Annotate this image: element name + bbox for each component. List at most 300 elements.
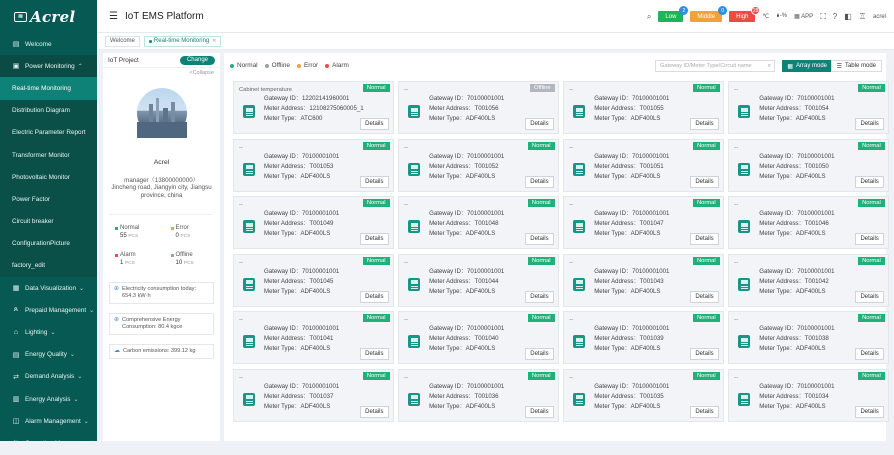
sidebar-item[interactable] bbox=[0, 233, 97, 255]
sidebar-item[interactable] bbox=[0, 410, 97, 432]
status-badge: Normal bbox=[363, 142, 390, 150]
card-info bbox=[594, 382, 669, 413]
device-card[interactable] bbox=[398, 311, 559, 364]
sidebar-item-label: Welcome bbox=[25, 40, 52, 48]
device-card[interactable] bbox=[398, 369, 559, 422]
meter-device-icon bbox=[573, 278, 585, 291]
sidebar-item[interactable] bbox=[0, 100, 97, 122]
gateway-id-value: 70100001001 bbox=[632, 267, 670, 275]
gateway-id-label: Gateway ID： bbox=[759, 210, 798, 217]
gateway-id-label: Gateway ID： bbox=[759, 382, 798, 390]
stat-label-text: Error bbox=[175, 225, 189, 231]
meter-type-label: Meter Type： bbox=[264, 345, 301, 353]
meter-type bbox=[264, 402, 339, 412]
details-button[interactable]: Details bbox=[525, 176, 553, 188]
device-card[interactable] bbox=[728, 81, 889, 134]
meter-type bbox=[264, 172, 339, 182]
project-address: Jincheng road, Jiangyin city, Jiangsu province, china bbox=[111, 184, 212, 199]
meter-type-value: ADF400LS bbox=[465, 345, 496, 353]
gateway-id-label: Gateway ID： bbox=[429, 267, 468, 275]
main-content bbox=[224, 53, 886, 441]
device-card[interactable] bbox=[398, 139, 559, 192]
device-card[interactable] bbox=[728, 196, 889, 249]
details-button[interactable]: Details bbox=[855, 233, 883, 245]
sidebar-item-label: Demand Analysis bbox=[25, 373, 75, 381]
gateway-id-label: Gateway ID： bbox=[264, 267, 302, 275]
meter-address bbox=[759, 219, 834, 229]
card-title: -- bbox=[239, 144, 243, 151]
card-info bbox=[759, 324, 834, 355]
details-button[interactable]: Details bbox=[525, 348, 553, 360]
energy-text: Comprehensive Energy Consumption: 80.4 kgce bbox=[122, 317, 183, 330]
meter-address-value: T001051 bbox=[639, 162, 664, 170]
sidebar-item-label: Distribution Diagram bbox=[12, 107, 70, 115]
meter-address-label: Meter Address： bbox=[594, 162, 640, 170]
device-card[interactable] bbox=[233, 369, 394, 422]
details-button[interactable]: Details bbox=[690, 233, 718, 245]
device-card[interactable] bbox=[233, 139, 394, 192]
search-placeholder: Gateway ID/Meter Type/Circuit name bbox=[660, 63, 752, 69]
stat-value bbox=[115, 260, 163, 266]
change-project-button[interactable]: Change bbox=[180, 56, 215, 65]
gateway-id-value: 70100001001 bbox=[797, 382, 835, 390]
meter-type-label: Meter Type： bbox=[594, 345, 631, 353]
meter-address-label: Meter Address： bbox=[264, 162, 310, 170]
low-alarm-badge[interactable] bbox=[658, 7, 686, 22]
device-card[interactable] bbox=[728, 311, 889, 364]
meter-address bbox=[759, 334, 834, 344]
sidebar-item[interactable] bbox=[0, 144, 97, 166]
meter-address bbox=[264, 392, 339, 402]
meter-address-label: Meter Address： bbox=[759, 277, 805, 285]
gateway-id bbox=[594, 382, 669, 392]
electricity-box bbox=[109, 282, 214, 304]
details-button[interactable]: Details bbox=[855, 348, 883, 360]
sidebar-item[interactable] bbox=[0, 255, 97, 277]
device-card[interactable] bbox=[398, 254, 559, 307]
skin-icon[interactable]: ◧ bbox=[844, 12, 852, 21]
sidebar-item-label: Prepaid Management bbox=[25, 306, 87, 314]
meter-address-value: T001044 bbox=[474, 277, 499, 285]
energy-icon: ⊕ bbox=[114, 317, 120, 323]
card-info bbox=[759, 382, 834, 413]
meter-type bbox=[759, 402, 834, 412]
device-card[interactable] bbox=[398, 196, 559, 249]
card-title: -- bbox=[404, 87, 408, 93]
middle-alarm-label: Middle bbox=[697, 13, 716, 20]
sidebar-item[interactable] bbox=[0, 166, 97, 188]
device-card[interactable] bbox=[563, 81, 724, 134]
sidebar-item[interactable] bbox=[0, 122, 97, 144]
meter-address-label: Meter Address： bbox=[594, 335, 640, 343]
details-button[interactable]: Details bbox=[855, 291, 883, 303]
legend-item bbox=[297, 62, 318, 69]
meter-address-value: T001048 bbox=[474, 220, 499, 228]
meter-type bbox=[759, 114, 834, 124]
qr-icon: ▦ bbox=[794, 14, 800, 20]
search-input[interactable] bbox=[655, 60, 775, 72]
device-card[interactable] bbox=[563, 254, 724, 307]
card-info bbox=[594, 267, 669, 298]
gateway-id-value: 70100001001 bbox=[632, 325, 670, 332]
logo[interactable] bbox=[0, 0, 97, 33]
shirt-icon[interactable]: ♖ bbox=[858, 12, 866, 21]
device-card[interactable] bbox=[233, 254, 394, 307]
sidebar-item-icon: ↯ bbox=[13, 440, 19, 448]
card-info bbox=[264, 152, 339, 183]
gateway-id bbox=[594, 324, 669, 334]
meter-type-value: ADF400LS bbox=[300, 345, 331, 353]
meter-type-value: ADF400LS bbox=[795, 402, 826, 410]
gateway-id-value: 70100001001 bbox=[467, 325, 505, 332]
meter-device-icon bbox=[573, 163, 585, 176]
details-button[interactable]: Details bbox=[690, 118, 718, 130]
meter-address-value: T001040 bbox=[474, 335, 499, 343]
gateway-id-value: 70100001001 bbox=[467, 267, 505, 275]
device-card[interactable] bbox=[563, 139, 724, 192]
details-button[interactable]: Details bbox=[525, 233, 553, 245]
meter-device-icon bbox=[738, 335, 750, 348]
gateway-id-value: 70100001001 bbox=[632, 210, 670, 217]
carbon-box bbox=[109, 344, 214, 359]
meter-address bbox=[429, 277, 504, 287]
meter-type-value: ADF400LS bbox=[300, 172, 331, 180]
stat-value bbox=[171, 233, 211, 239]
meter-type-label: Meter Type： bbox=[264, 172, 301, 180]
sidebar-item-label: Transformer Monitor bbox=[12, 151, 70, 159]
device-card[interactable] bbox=[728, 369, 889, 422]
project-photo bbox=[137, 88, 187, 138]
sidebar-item[interactable] bbox=[0, 33, 97, 55]
menu-toggle-icon[interactable]: ☰ bbox=[109, 10, 118, 22]
gateway-id-label: Gateway ID： bbox=[759, 152, 798, 160]
gateway-id-value: 70100001001 bbox=[797, 325, 835, 332]
card-info bbox=[429, 267, 504, 298]
meter-device-icon bbox=[738, 278, 750, 291]
stat-label bbox=[171, 252, 211, 258]
array-mode-button[interactable] bbox=[782, 60, 832, 72]
user-name[interactable]: acrel bbox=[872, 13, 886, 20]
device-card[interactable] bbox=[233, 81, 394, 134]
card-title: -- bbox=[569, 144, 574, 151]
sidebar-item[interactable] bbox=[0, 299, 97, 321]
meter-address-label: Meter Address： bbox=[759, 392, 805, 400]
gateway-id-label: Gateway ID： bbox=[264, 325, 302, 332]
meter-type-label: Meter Type： bbox=[429, 345, 466, 353]
tab-realtime-monitoring[interactable] bbox=[144, 36, 222, 47]
meter-device-icon bbox=[738, 105, 750, 118]
meter-type-value: ADF400LS bbox=[465, 230, 496, 238]
card-title: -- bbox=[569, 374, 574, 381]
sidebar-item[interactable] bbox=[0, 344, 97, 366]
details-button[interactable]: Details bbox=[855, 118, 883, 130]
sidebar-item[interactable] bbox=[0, 321, 97, 343]
sidebar-item-label: Data Visualization bbox=[25, 284, 77, 292]
header-tools bbox=[647, 0, 886, 33]
device-card[interactable] bbox=[233, 311, 394, 364]
legend-label: Offline bbox=[271, 62, 290, 69]
meter-device-icon bbox=[243, 393, 255, 406]
meter-address-label: Meter Address： bbox=[594, 105, 640, 113]
details-button[interactable]: Details bbox=[360, 291, 388, 303]
meter-device-icon bbox=[738, 163, 750, 176]
humidity-value: -% bbox=[779, 13, 788, 19]
status-badge: Normal bbox=[528, 372, 555, 380]
device-card[interactable] bbox=[563, 196, 724, 249]
meter-address-label: Meter Address： bbox=[759, 220, 805, 228]
meter-address-label: Meter Address： bbox=[429, 392, 475, 400]
sidebar-item-label: Power Factor bbox=[12, 195, 51, 203]
details-button[interactable]: Details bbox=[360, 348, 388, 360]
meter-device-icon bbox=[573, 220, 585, 233]
card-info bbox=[429, 94, 504, 125]
status-badge: Normal bbox=[858, 142, 885, 150]
meter-address-value: T001053 bbox=[309, 162, 334, 170]
stat-label bbox=[115, 252, 163, 258]
stat-label-text: Offline bbox=[175, 252, 193, 258]
card-info bbox=[594, 152, 669, 183]
stat-label bbox=[171, 225, 211, 231]
gateway-id bbox=[429, 94, 504, 104]
energy-box bbox=[109, 313, 214, 335]
sidebar-item[interactable] bbox=[0, 366, 97, 388]
meter-type bbox=[429, 114, 504, 124]
sidebar-item-label: ConfigurationPicture bbox=[12, 240, 70, 248]
humidity-readout bbox=[776, 13, 787, 20]
meter-device-icon bbox=[573, 105, 585, 118]
meter-type-label: Meter Type： bbox=[429, 115, 466, 123]
meter-type bbox=[759, 172, 834, 182]
device-card[interactable] bbox=[233, 196, 394, 249]
gateway-id bbox=[429, 324, 504, 334]
meter-address-value: T001043 bbox=[639, 277, 664, 285]
app-label: APP bbox=[801, 14, 814, 20]
gateway-id bbox=[429, 267, 504, 277]
sidebar-item[interactable] bbox=[0, 55, 97, 77]
status-badge: Offline bbox=[530, 84, 555, 92]
gateway-id-value: 70100001001 bbox=[632, 152, 670, 160]
gateway-id bbox=[429, 382, 504, 392]
meter-address-label: Meter Address： bbox=[429, 335, 475, 343]
sidebar-item[interactable] bbox=[0, 77, 97, 99]
card-info bbox=[429, 382, 504, 413]
meter-address-value: T001034 bbox=[804, 392, 829, 400]
meter-type-value: ADF400LS bbox=[795, 172, 826, 180]
sidebar-item[interactable] bbox=[0, 211, 97, 233]
stat-value-number: 55 bbox=[120, 233, 127, 239]
details-button[interactable]: Details bbox=[690, 348, 718, 360]
meter-type bbox=[264, 344, 339, 354]
low-alarm-count: 2 bbox=[679, 6, 688, 15]
gateway-id-label: Gateway ID： bbox=[594, 267, 633, 275]
chevron-icon: ⌄ bbox=[83, 418, 89, 425]
meter-address bbox=[759, 277, 834, 287]
card-title: -- bbox=[239, 374, 243, 381]
meter-type-label: Meter Type： bbox=[759, 230, 796, 238]
meter-device-icon bbox=[573, 335, 585, 348]
gateway-id-label: Gateway ID： bbox=[594, 152, 633, 160]
status-badge: Normal bbox=[528, 257, 555, 265]
app-link[interactable] bbox=[794, 13, 813, 20]
close-icon[interactable]: ✕ bbox=[212, 38, 217, 44]
sidebar-item[interactable] bbox=[0, 432, 97, 454]
gateway-id bbox=[264, 94, 364, 104]
meter-type-label: Meter Type： bbox=[429, 172, 466, 180]
gateway-id bbox=[594, 152, 669, 162]
meter-type-value: ADF400LS bbox=[795, 115, 826, 123]
gateway-id-label: Gateway ID： bbox=[264, 210, 302, 217]
status-badge: Normal bbox=[858, 84, 885, 92]
table-mode-button[interactable] bbox=[831, 60, 882, 72]
meter-address bbox=[264, 334, 339, 344]
meter-address-label: Meter Address： bbox=[759, 162, 805, 170]
device-card[interactable] bbox=[563, 311, 724, 364]
details-button[interactable]: Details bbox=[525, 406, 553, 418]
gateway-id-label: Gateway ID： bbox=[264, 382, 302, 390]
gateway-id-value: 70100001001 bbox=[301, 210, 340, 217]
meter-device-icon bbox=[573, 393, 585, 406]
meter-address bbox=[429, 104, 504, 114]
meter-type-value: ADF400LS bbox=[300, 402, 331, 410]
tab-realtime-label: Real-time Monitoring bbox=[153, 38, 210, 44]
meter-address-label: Meter Address： bbox=[594, 392, 640, 400]
legend-item bbox=[230, 62, 258, 69]
sidebar-item[interactable] bbox=[0, 277, 97, 299]
device-card[interactable] bbox=[398, 81, 559, 134]
meter-address-value: T001054 bbox=[804, 105, 829, 113]
search-icon[interactable]: ⌕ bbox=[767, 62, 771, 69]
meter-address-value: T001035 bbox=[639, 392, 664, 400]
stat-item bbox=[163, 225, 211, 239]
array-mode-label: Array mode bbox=[795, 63, 827, 69]
details-button[interactable]: Details bbox=[855, 406, 883, 418]
device-card-grid bbox=[233, 81, 884, 422]
details-button[interactable]: Details bbox=[690, 406, 718, 418]
status-badge: Normal bbox=[858, 314, 885, 322]
meter-address-value: T001045 bbox=[309, 277, 334, 285]
meter-type bbox=[264, 114, 364, 124]
gateway-id bbox=[264, 267, 339, 277]
gateway-id-label: Gateway ID： bbox=[429, 152, 468, 160]
sidebar-item-icon: ⇄ bbox=[13, 373, 19, 381]
stat-label-text: Normal bbox=[120, 225, 140, 231]
gateway-id bbox=[264, 382, 339, 392]
gateway-id-value: 70100001001 bbox=[467, 210, 505, 217]
high-alarm-badge[interactable] bbox=[729, 7, 759, 22]
details-button[interactable]: Details bbox=[360, 406, 388, 418]
gateway-id bbox=[594, 209, 669, 219]
meter-type-label: Meter Type： bbox=[429, 287, 466, 295]
card-info bbox=[429, 152, 504, 183]
card-info bbox=[429, 209, 504, 240]
collapse-link[interactable]: <Collapse bbox=[189, 70, 214, 76]
high-alarm-count: 28 bbox=[752, 7, 759, 14]
meter-type-label: Meter Type： bbox=[594, 230, 631, 238]
device-card[interactable] bbox=[728, 254, 889, 307]
project-manager: manager（13800000000） bbox=[124, 177, 199, 184]
stat-unit: PCS bbox=[183, 261, 194, 266]
chevron-icon: ⌄ bbox=[69, 352, 75, 359]
sidebar-item[interactable] bbox=[0, 388, 97, 410]
legend-dot-icon bbox=[230, 64, 234, 68]
meter-device-icon bbox=[243, 105, 255, 118]
chevron-icon: ⌄ bbox=[79, 285, 85, 292]
card-title: -- bbox=[404, 374, 408, 381]
details-button[interactable]: Details bbox=[360, 118, 388, 130]
sidebar-item-label: Electric Parameter Report bbox=[12, 129, 86, 137]
card-info bbox=[594, 209, 669, 240]
status-badge: Normal bbox=[363, 314, 390, 322]
meter-address-value: T001041 bbox=[309, 335, 334, 343]
details-button[interactable]: Details bbox=[360, 176, 388, 188]
meter-address bbox=[429, 392, 504, 402]
status-badge: Normal bbox=[693, 199, 720, 207]
meter-type-value: ADF400LS bbox=[795, 287, 826, 295]
meter-address-label: Meter Address： bbox=[429, 220, 475, 228]
meter-device-icon bbox=[243, 220, 255, 233]
details-button[interactable]: Details bbox=[525, 118, 553, 130]
sidebar-item[interactable] bbox=[0, 188, 97, 210]
meter-device-icon bbox=[243, 335, 255, 348]
details-button[interactable]: Details bbox=[690, 291, 718, 303]
card-info bbox=[759, 152, 834, 183]
table-mode-label: Table mode bbox=[844, 63, 876, 69]
gateway-id-value: 70100001001 bbox=[301, 325, 340, 332]
chevron-icon: ⌃ bbox=[77, 63, 83, 70]
status-badge: Normal bbox=[528, 314, 555, 322]
sidebar-item-icon: ▦ bbox=[12, 285, 20, 293]
meter-address-value: T001046 bbox=[804, 220, 829, 228]
legend-label: Alarm bbox=[332, 62, 349, 69]
gateway-id-label: Gateway ID： bbox=[264, 95, 302, 102]
meter-address bbox=[264, 162, 339, 172]
gateway-id bbox=[759, 209, 834, 219]
details-button[interactable]: Details bbox=[360, 233, 388, 245]
details-button[interactable]: Details bbox=[525, 291, 553, 303]
search-icon[interactable]: ⌕ bbox=[646, 11, 652, 21]
chevron-icon: ⌄ bbox=[77, 374, 83, 381]
meter-type-value: ATC600 bbox=[300, 115, 323, 123]
fullscreen-icon[interactable]: ⛶ bbox=[820, 11, 826, 21]
card-title: -- bbox=[734, 374, 739, 381]
sidebar-item-icon: ▣ bbox=[12, 63, 20, 71]
project-header bbox=[103, 53, 220, 68]
stat-label bbox=[115, 225, 163, 231]
middle-alarm-badge[interactable] bbox=[690, 7, 724, 22]
details-button[interactable]: Details bbox=[855, 176, 883, 188]
gateway-id-label: Gateway ID： bbox=[594, 95, 633, 102]
card-title: -- bbox=[569, 202, 574, 208]
details-button[interactable]: Details bbox=[690, 176, 718, 188]
meter-address-value: T001047 bbox=[639, 220, 664, 228]
meter-type bbox=[594, 172, 669, 182]
card-title: -- bbox=[569, 259, 574, 266]
card-info bbox=[594, 94, 669, 125]
meter-device-icon bbox=[243, 278, 255, 291]
help-icon[interactable]: ? bbox=[832, 12, 838, 21]
sidebar-item-icon: ▥ bbox=[12, 396, 20, 404]
device-card[interactable] bbox=[728, 139, 889, 192]
card-info bbox=[264, 382, 339, 413]
meter-device-icon bbox=[408, 393, 420, 406]
meter-type-value: ADF400LS bbox=[465, 115, 496, 123]
card-title: -- bbox=[569, 317, 574, 323]
tab-welcome[interactable] bbox=[105, 36, 140, 47]
stat-label-text: Alarm bbox=[120, 252, 136, 258]
device-card[interactable] bbox=[563, 369, 724, 422]
meter-type bbox=[429, 287, 504, 297]
stat-value bbox=[171, 260, 211, 266]
